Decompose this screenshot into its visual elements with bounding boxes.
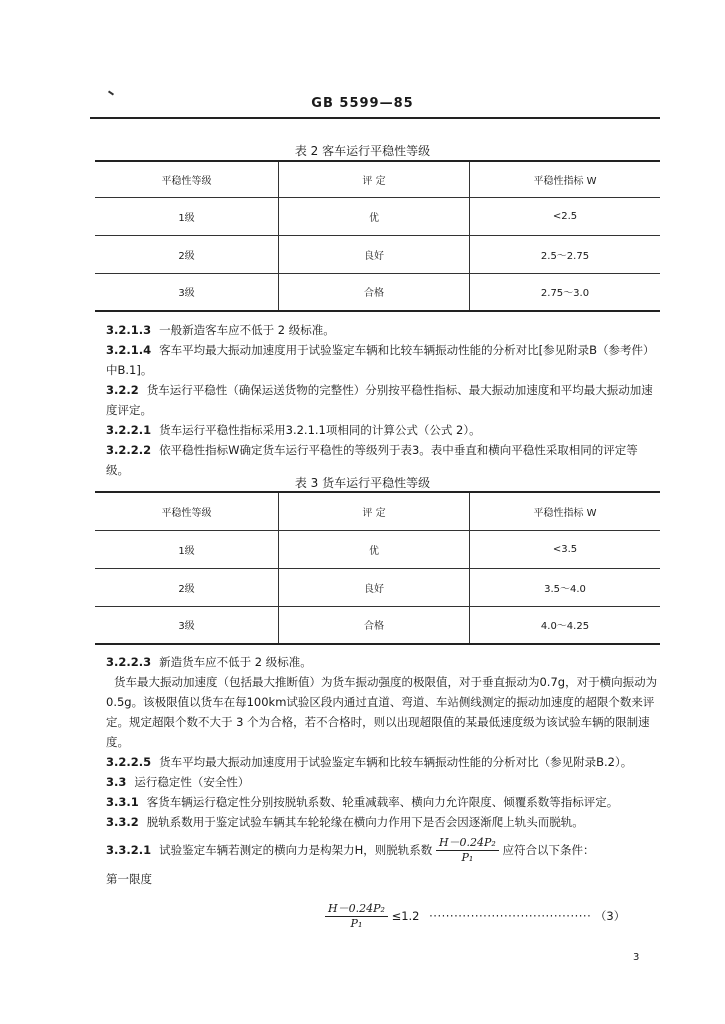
table3-col-index: 平稳性指标 W	[470, 492, 661, 530]
table-cell: 2.5～2.75	[470, 235, 661, 273]
clause-3-2-2-4: 货车最大振动加速度（包括最大推断值）为货车振动强度的极限值，对于垂直振动为0.7g，对于横向振动为0.5g。该极限值以货车在每100km试验区段内通过直道、弯道、车站侧线测定的振动加速度的超限个数来评定。规定超限个数不大于 3 个为合格，若不合格时，则以出现超限值的某最低速度级为该试验车辆的限制速度。	[106, 675, 658, 749]
table-cell: <2.5	[470, 197, 661, 235]
table3-caption: 表 3 货车运行平稳性等级	[294, 476, 431, 490]
table3-col-rating: 评 定	[279, 492, 470, 530]
table-cell: 4.0～4.25	[470, 606, 661, 644]
clause-3-3: 3.3 运行稳定性（安全性）	[106, 775, 250, 789]
header-rule	[90, 117, 660, 119]
clause-3-3-2-1: 3.3.2.1 试验鉴定车辆若测定的横向力是构架力H，则脱轨系数 $\frac{\text{H－0.24P₂}}{\text{P₁}}$ 应符合以下条件： 第一限度	[90, 836, 660, 889]
equation-number: （3）	[594, 909, 626, 923]
derailment-ratio-inline: $\frac{\text{H－0.24P₂}}{\text{P₁}}$	[436, 836, 499, 865]
table-cell: 2级	[95, 568, 279, 606]
clause-3-3-2: 3.3.2 脱轨系数用于鉴定试验车辆其车轮轮缘在横向力作用下是否会因逐渐爬上轨头而脱轨。	[106, 815, 584, 829]
table-row	[95, 273, 660, 311]
table-cell: 良好	[279, 568, 470, 606]
table-row	[95, 606, 660, 644]
table3-col-grade: 平稳性等级	[161, 507, 212, 519]
table-cell: 合格	[279, 606, 470, 644]
table-cell: <3.5	[470, 530, 661, 568]
table-cell: 2.75～3.0	[470, 273, 661, 311]
table2-col-rating: 评 定	[279, 161, 470, 197]
clause-3-2-2: 3.2.2 货车运行平稳性（确保运送货物的完整性）分别按平稳性指标、最大振动加速度和平均最大振动加速度评定。	[106, 383, 653, 417]
table-cell: 1级	[95, 530, 279, 568]
table2-caption: 表 2 客车运行平稳性等级	[294, 144, 431, 158]
table3-header-row	[95, 492, 660, 530]
first-limit-label: 第一限度	[106, 872, 152, 886]
table2-col-grade: 平稳性等级	[161, 175, 212, 187]
formula-fraction: $\frac{\text{H－0.24P₂}}{\text{P₁}}$	[325, 902, 388, 931]
table-cell: 3.5～4.0	[470, 568, 661, 606]
section-b	[90, 652, 660, 832]
leader-dots: ·······································	[429, 909, 592, 923]
table2-header-row	[95, 161, 660, 197]
table2	[95, 160, 660, 312]
table-row	[95, 568, 660, 606]
table-cell: 3级	[95, 273, 279, 311]
section-a	[90, 320, 660, 480]
clause-3-2-2-2: 3.2.2.2 依平稳性指标W确定货车运行平稳性的等级列于表3。表中垂直和横向平稳性采取相同的评定等级。	[106, 443, 638, 477]
page-number: 3	[633, 952, 640, 963]
table2-col-index: 平稳性指标 W	[470, 161, 661, 197]
table-cell: 2级	[95, 235, 279, 273]
formula-3	[325, 902, 665, 931]
table-cell: 3级	[95, 606, 279, 644]
clause-3-2-2-3: 3.2.2.3 新造货车应不低于 2 级标准。	[106, 655, 312, 669]
clause-3-2-1-4: 3.2.1.4 客车平均最大振动加速度用于试验鉴定车辆和比较车辆振动性能的分析对比[参见附录B（参考件）中B.1]。	[106, 343, 655, 377]
table-cell: 优	[279, 197, 470, 235]
table-row	[95, 197, 660, 235]
table-cell: 优	[279, 530, 470, 568]
clause-3-3-1: 3.3.1 客货车辆运行稳定性分别按脱轨系数、轮重减载率、横向力允许限度、倾覆系数等指标评定。	[106, 795, 619, 809]
table-cell: 良好	[279, 235, 470, 273]
table3	[95, 491, 660, 645]
table-row	[95, 235, 660, 273]
clause-3-2-2-5: 3.2.2.5 货车平均最大振动加速度用于试验鉴定车辆和比较车辆振动性能的分析对比（参见附录B.2）。	[106, 755, 633, 769]
table-cell: 1级	[95, 197, 279, 235]
clause-3-2-2-1: 3.2.2.1 货车运行平稳性指标采用3.2.1.1项相同的计算公式（公式 2）。	[106, 423, 481, 437]
formula-relation: ≤1.2	[391, 909, 420, 923]
scan-mark	[108, 90, 114, 95]
table-row	[95, 530, 660, 568]
standard-header: GB 5599—85	[311, 96, 414, 111]
clause-3-2-1-3: 3.2.1.3 一般新造客车应不低于 2 级标准。	[106, 323, 335, 337]
table-cell: 合格	[279, 273, 470, 311]
